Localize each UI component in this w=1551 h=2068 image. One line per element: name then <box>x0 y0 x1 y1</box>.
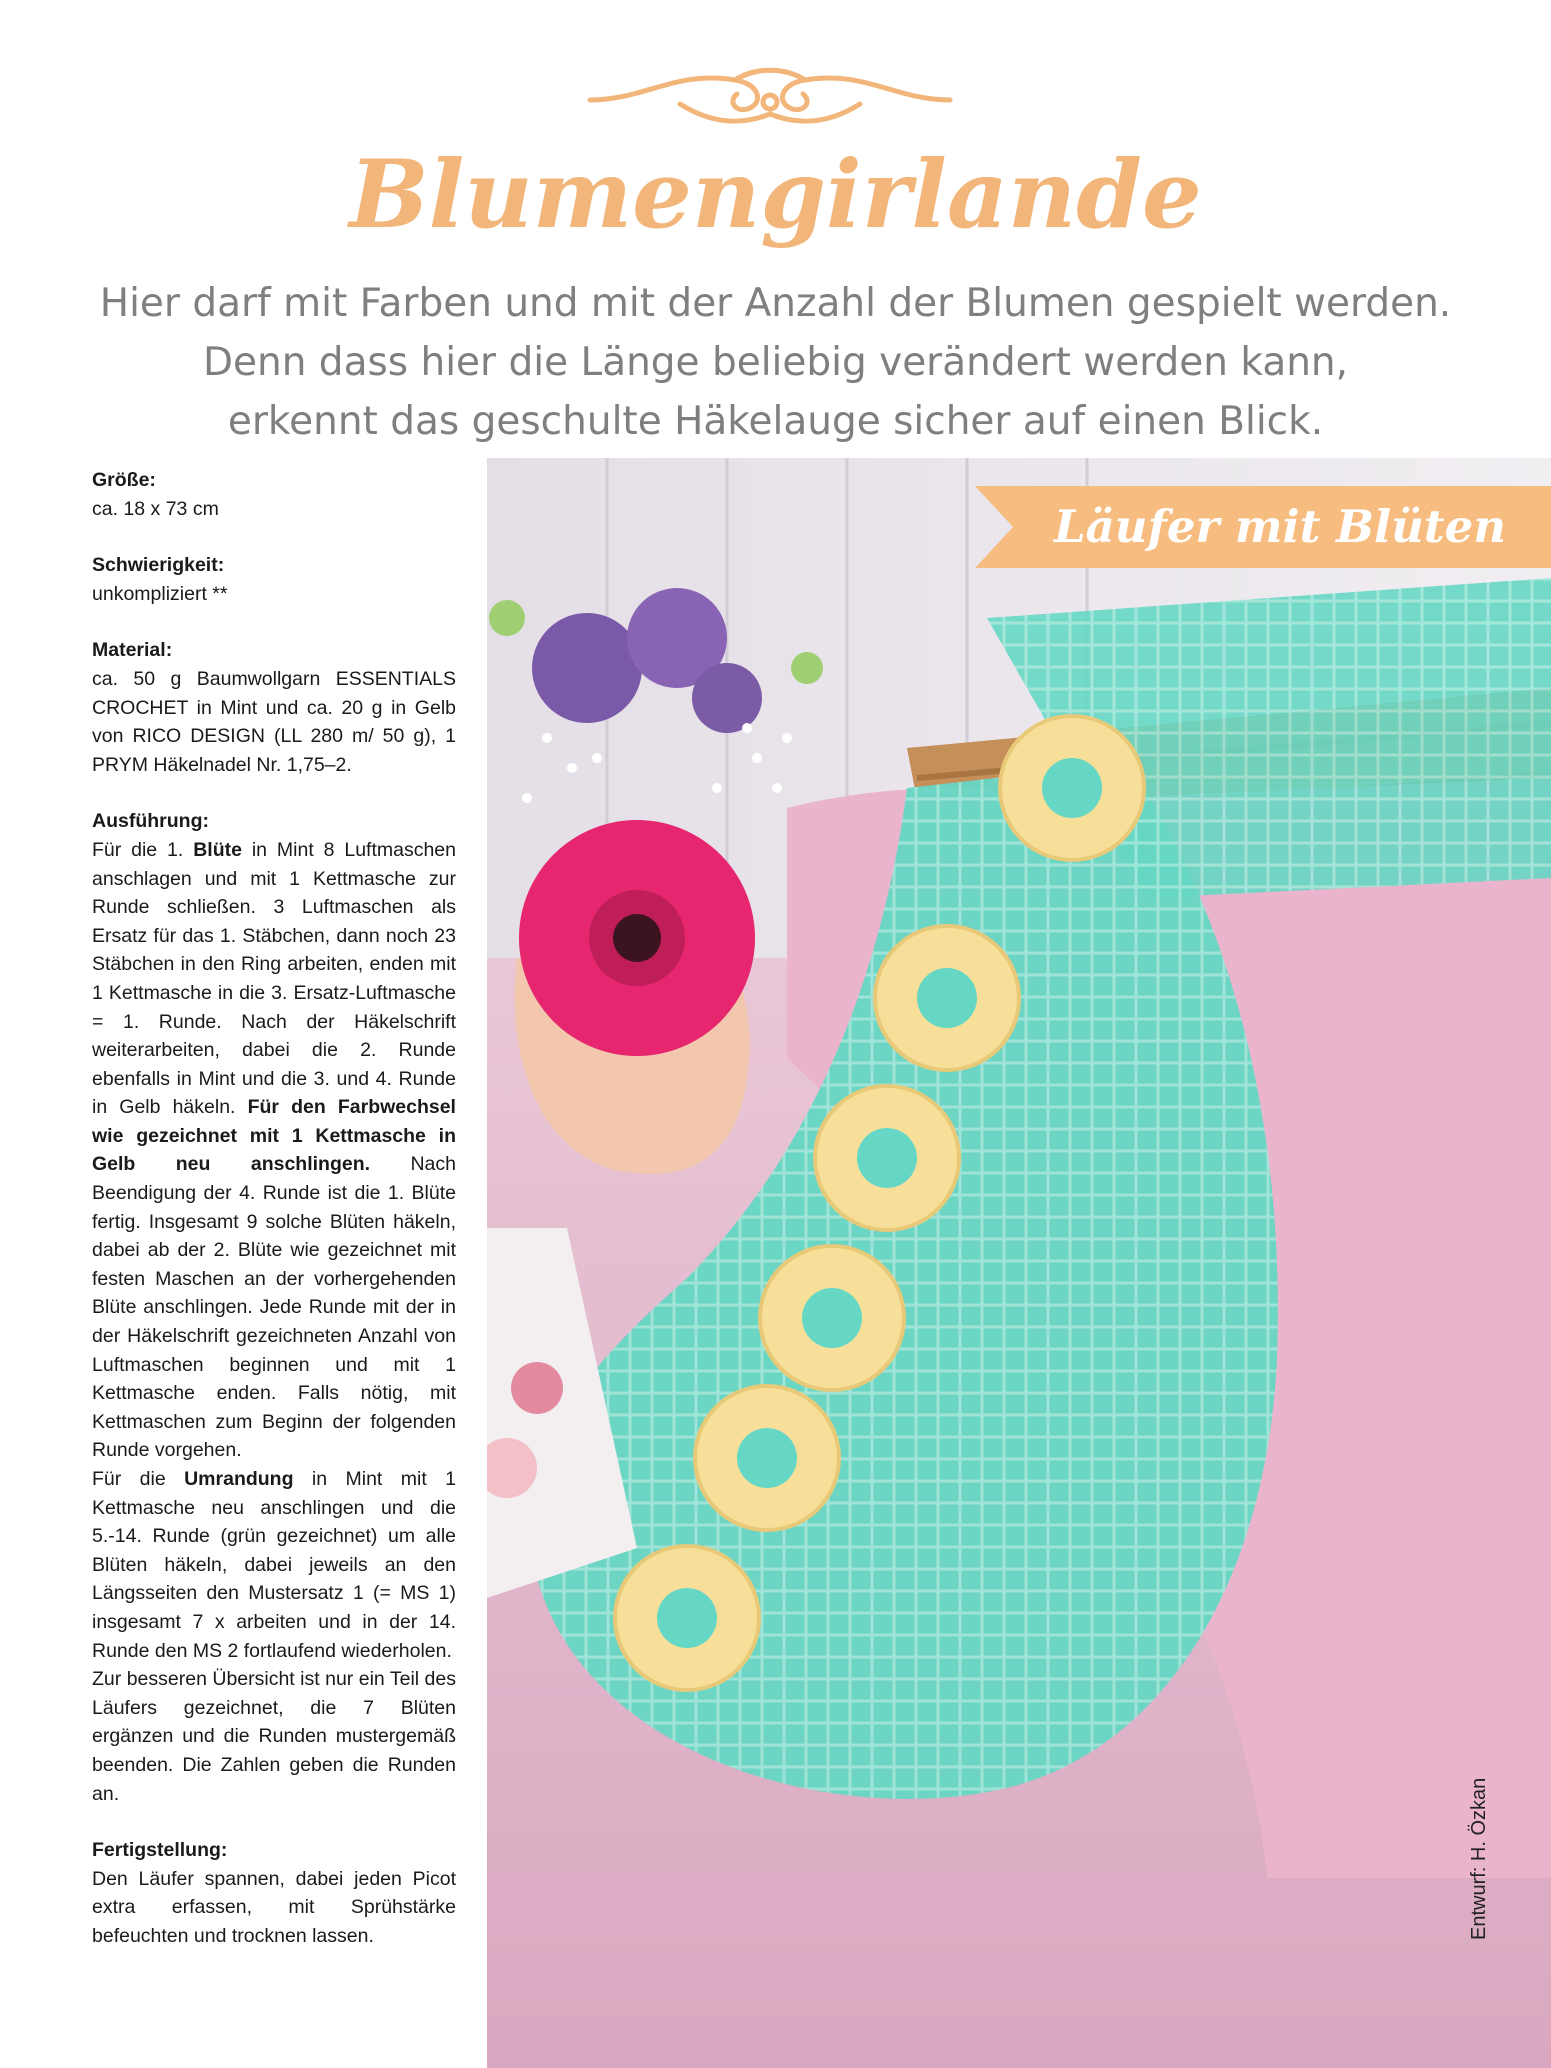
material-section <box>92 636 456 779</box>
design-credit: Entwurf: H. Özkan <box>1468 1777 1490 1940</box>
difficulty-value: unkompliziert ** <box>92 582 228 605</box>
finishing-section <box>92 1836 456 1950</box>
photo-illustration <box>487 458 1551 2068</box>
instructions-section <box>92 807 456 1808</box>
postcard-rose <box>511 1362 563 1414</box>
ribbon-label: Läufer mit Blüten <box>1053 500 1507 553</box>
product-photo <box>487 458 1551 2068</box>
text-run: in Mint 8 Luftmaschen anschlagen und mit 1 Kettmasche zur Runde schließen. 3 Luftmaschen als Ersatz für das 1. Stäbchen, dann noch 23 Stäbchen in den Ring arbeiten, enden mit 1 Kettmasche in die 3. Ersatz-Luftmasche = 1. Runde. Nach der Häkelschrift weiterarbeiten, dabei die 2. Runde ebenfalls in Mint und die 3. und 4. Runde in Gelb häkeln. <box>92 838 456 1119</box>
size-value: ca. 18 x 73 cm <box>92 497 219 520</box>
instructions-heading: Ausführung: <box>92 810 209 833</box>
emphasis-color-change: Für den Farbwechsel wie gezeichnet mit 1 Kettmasche in Gelb neu anschlingen. <box>92 1096 456 1176</box>
difficulty-heading: Schwierigkeit: <box>92 554 225 577</box>
finishing-heading: Fertigstellung: <box>92 1839 228 1862</box>
intro-line: Hier darf mit Farben und mit der Anzahl der Blumen gespielt werden. <box>99 281 1452 326</box>
decorative-ornament <box>585 62 955 132</box>
overview-paragraph: Zur besseren Übersicht ist nur ein Teil des Läufers gezeichnet, die 7 Blüten ergänzen und die Runden mustergemäß beenden. Die Zahlen geben die Runden an. <box>92 1668 456 1805</box>
emphasis-umrandung: Umrandung <box>184 1468 294 1490</box>
pattern-sidebar <box>92 466 456 1979</box>
text-run: Für die <box>92 1468 185 1490</box>
intro-text <box>60 274 1491 451</box>
material-value: ca. 50 g Baumwollgarn ESSENTIALS CROCHET in Mint und ca. 20 g in Gelb von RICO DESIGN (LL 280 m/ 50 g), 1 PRYM Häkelnadel Nr. 1,75–2. <box>92 667 456 776</box>
material-heading: Material: <box>92 639 173 662</box>
text-run: Für die 1. <box>92 838 194 861</box>
emphasis-blute: Blüte <box>193 838 242 861</box>
size-section <box>92 466 456 523</box>
intro-line: Denn dass hier die Länge beliebig verändert werden kann, <box>202 340 1349 385</box>
border-paragraph <box>92 1465 456 1665</box>
difficulty-section <box>92 551 456 608</box>
page-title: Blumengirlande <box>349 140 1202 250</box>
instructions-paragraph <box>92 836 456 1465</box>
text-run: in Mint mit 1 Kettmasche neu anschlingen und die 5.-14. Runde (grün gezeichnet) um alle Blüten häkeln, dabei jeweils an den Längsseiten den Mustersatz 1 (= MS 1) insgesamt 7 x arbeiten und in der 14. Runde den MS 2 fortlaufend wiederholen. <box>92 1468 456 1662</box>
finishing-text: Den Läufer spannen, dabei jeden Picot extra erfassen, mit Sprühstärke befeuchten und trocknen lassen. <box>92 1867 456 1947</box>
size-heading: Größe: <box>92 469 156 491</box>
intro-line: erkennt das geschulte Häkelauge sicher auf einen Blick. <box>227 399 1324 444</box>
text-run: Nach Beendigung der 4. Runde ist die 1. Blüte fertig. Insgesamt 9 solche Blüten häkeln, dabei ab der 2. Blüte wie gezeichnet mit festen Maschen an der vorhergehenden Blüte anschlingen. Jede Runde mit der in der Häkelschrift gezeichneten Anzahl von Luftmaschen beginnen und mit 1 Kettmasche enden. Falls nötig, mit Kettmaschen zum Beginn der folgenden Runde vorgehen. <box>92 1153 456 1462</box>
